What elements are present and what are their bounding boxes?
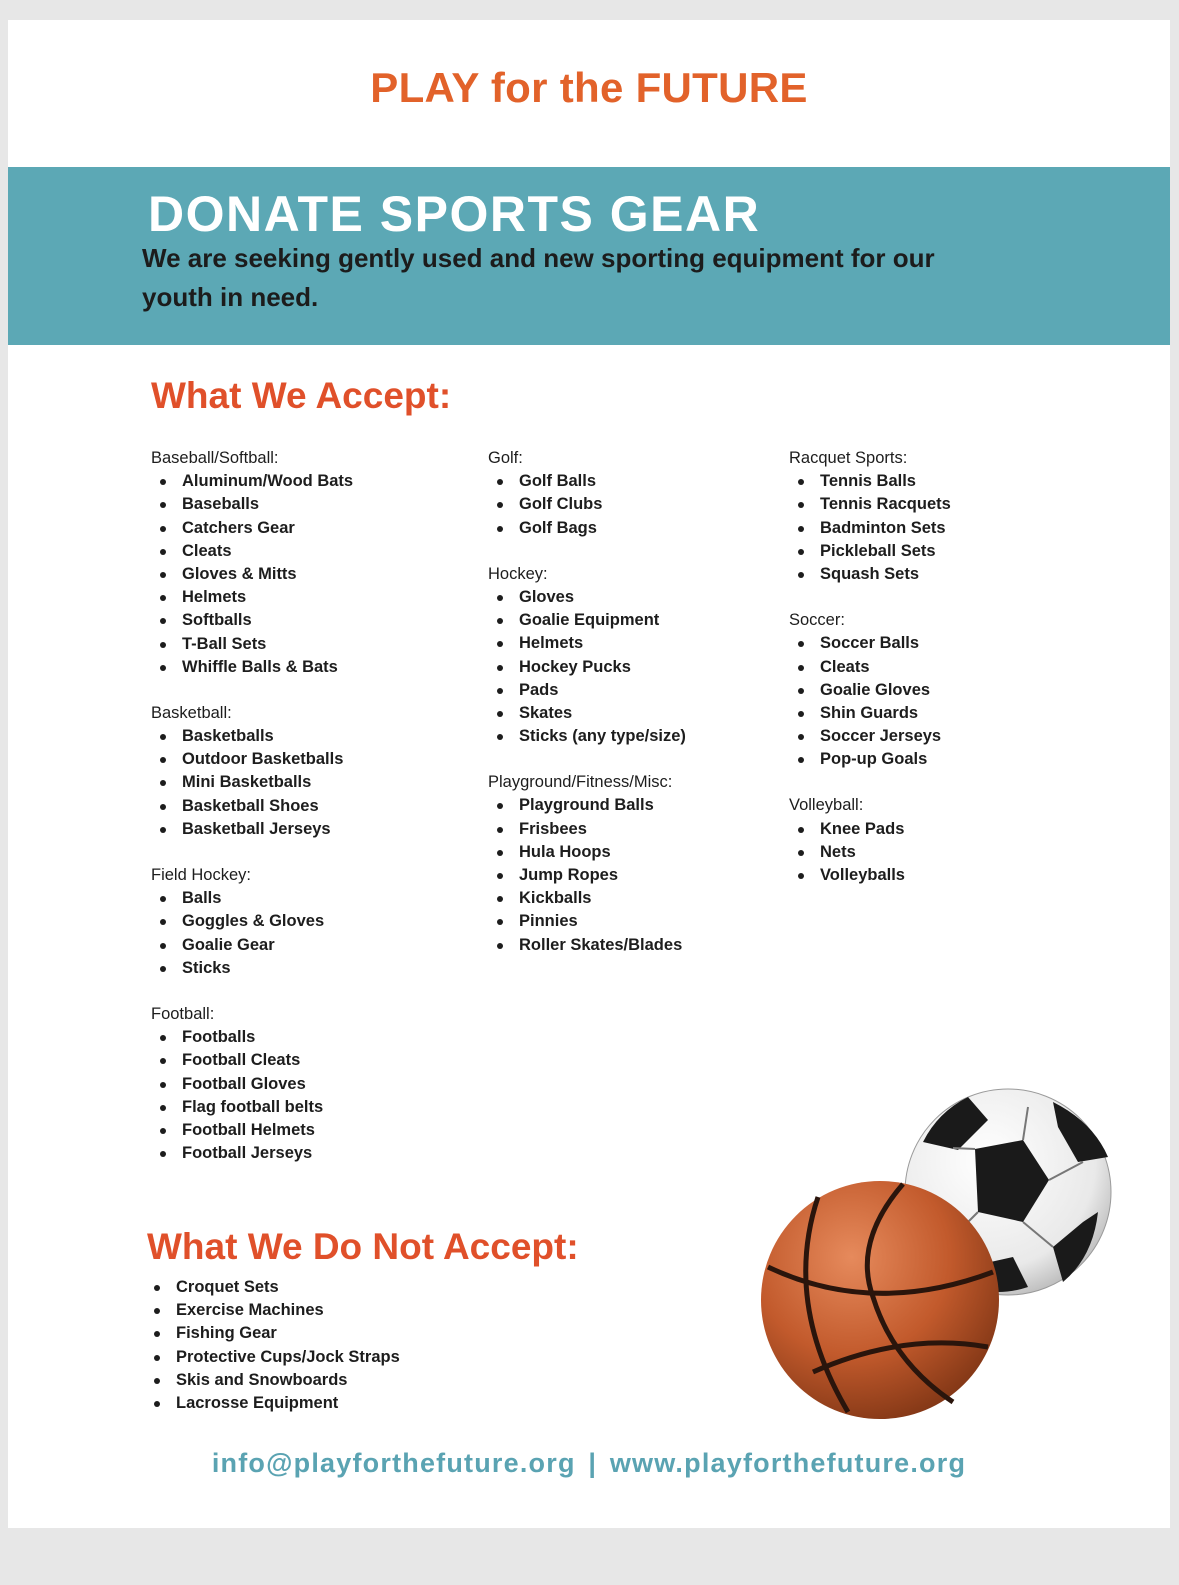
list-item — [488, 609, 686, 632]
category-basketball — [151, 702, 353, 841]
list-item — [151, 1322, 400, 1345]
list-item — [488, 517, 686, 540]
bullet-icon — [160, 734, 166, 740]
list-item — [151, 725, 353, 748]
list-item — [488, 794, 686, 817]
list-item-label: Softballs — [182, 611, 252, 630]
list-item — [151, 1392, 400, 1415]
bullet-icon — [798, 711, 804, 717]
list-item — [151, 1299, 400, 1322]
bullet-icon — [160, 502, 166, 508]
category-field-hockey — [151, 864, 353, 980]
category-hockey — [488, 563, 686, 749]
list-item — [151, 1119, 353, 1142]
bullet-icon — [798, 526, 804, 532]
category-item-list — [789, 818, 951, 888]
list-item-label: Lacrosse Equipment — [176, 1393, 339, 1412]
bullet-icon — [154, 1401, 160, 1407]
list-item — [488, 632, 686, 655]
list-item — [789, 540, 951, 563]
bullet-icon — [497, 803, 503, 809]
accept-heading: What We Accept: — [151, 375, 452, 416]
list-item — [488, 679, 686, 702]
bullet-icon — [160, 1128, 166, 1134]
bullet-icon — [497, 711, 503, 717]
bullet-icon — [154, 1285, 160, 1291]
contact-website[interactable]: www.playforthefuture.org — [609, 1448, 967, 1478]
list-item — [151, 957, 353, 980]
list-item-label: Sticks (any type/size) — [519, 727, 686, 746]
basketball-icon — [761, 1181, 999, 1419]
list-item-label: Basketball Jerseys — [182, 819, 331, 838]
list-item — [488, 470, 686, 493]
category-playground-fitness-misc — [488, 771, 686, 957]
category-football — [151, 1003, 353, 1165]
list-item — [488, 702, 686, 725]
list-item — [151, 1346, 400, 1369]
list-item — [151, 609, 353, 632]
bullet-icon — [798, 665, 804, 671]
category-heading: Racquet Sports: — [789, 449, 908, 467]
category-item-list — [151, 887, 353, 980]
category-heading: Hockey: — [488, 564, 548, 583]
list-item-label: Gloves & Mitts — [182, 564, 297, 583]
bullet-icon — [160, 804, 166, 810]
bullet-icon — [798, 502, 804, 508]
list-item — [151, 586, 353, 609]
bullet-icon — [497, 734, 503, 740]
bullet-icon — [160, 618, 166, 624]
list-item-label: Croquet Sets — [176, 1278, 279, 1296]
banner-subtitle: We are seeking gently used and new sporting equipment for our youth in need. — [142, 243, 935, 312]
sports-balls-image — [753, 1082, 1123, 1422]
bullet-icon — [160, 1082, 166, 1088]
list-item-label: Football Jerseys — [182, 1144, 313, 1163]
category-heading: Playground/Fitness/Misc: — [488, 773, 673, 792]
list-item — [151, 470, 353, 493]
list-item — [488, 656, 686, 679]
bullet-icon — [497, 896, 503, 902]
category-item-list — [789, 632, 951, 771]
category-item-list — [151, 470, 353, 679]
list-item-label: Goalie Gear — [182, 935, 275, 954]
list-item-label: Frisbees — [519, 819, 587, 838]
list-item-label: Mini Basketballs — [182, 773, 312, 792]
list-item-label: Footballs — [182, 1028, 256, 1047]
list-item-label: Helmets — [519, 634, 584, 653]
list-item-label: Protective Cups/Jock Straps — [176, 1347, 400, 1366]
list-item — [151, 818, 353, 841]
list-item-label: Kickballs — [519, 889, 592, 908]
list-item — [789, 470, 951, 493]
category-item-list — [488, 470, 686, 540]
list-item — [789, 818, 951, 841]
list-item — [789, 493, 951, 516]
list-item-label: Balls — [182, 889, 222, 908]
list-item — [488, 934, 686, 957]
list-item — [151, 795, 353, 818]
list-item — [789, 632, 951, 655]
category-item-list — [151, 1026, 353, 1165]
bullet-icon — [160, 572, 166, 578]
list-item — [488, 864, 686, 887]
bullet-icon — [798, 688, 804, 694]
list-item-label: Roller Skates/Blades — [519, 935, 683, 954]
bullet-icon — [798, 734, 804, 740]
list-item-label: Squash Sets — [820, 564, 920, 583]
not-accept-list — [151, 1276, 400, 1415]
bullet-icon — [798, 572, 804, 578]
bullet-icon — [160, 642, 166, 648]
list-item — [151, 493, 353, 516]
bullet-icon — [160, 1058, 166, 1064]
list-item-label: Outdoor Basketballs — [182, 750, 344, 769]
category-racquet-sports — [789, 447, 951, 586]
category-item-list — [488, 586, 686, 748]
list-item — [151, 1026, 353, 1049]
list-item-label: T-Ball Sets — [182, 634, 267, 653]
list-item-label: Knee Pads — [820, 819, 905, 838]
list-item-label: Goggles & Gloves — [182, 912, 325, 931]
list-item — [789, 702, 951, 725]
bullet-icon — [160, 757, 166, 763]
bullet-icon — [497, 665, 503, 671]
list-item — [151, 633, 353, 656]
bullet-icon — [160, 549, 166, 555]
bullet-icon — [497, 827, 503, 833]
bullet-icon — [160, 595, 166, 601]
list-item-label: Pickleball Sets — [820, 541, 936, 560]
list-item-label: Soccer Balls — [820, 634, 920, 653]
bullet-icon — [497, 502, 503, 508]
list-item-label: Aluminum/Wood Bats — [182, 472, 354, 491]
list-item-label: Pads — [519, 680, 559, 699]
bullet-icon — [497, 526, 503, 532]
bullet-icon — [160, 966, 166, 972]
bullet-icon — [160, 1035, 166, 1041]
bullet-icon — [497, 479, 503, 485]
bullet-icon — [160, 1105, 166, 1111]
list-item-label: Golf Balls — [519, 472, 597, 491]
bullet-icon — [497, 850, 503, 856]
list-item-label: Whiffle Balls & Bats — [182, 657, 338, 676]
list-item-label: Basketball Shoes — [182, 796, 319, 815]
bullet-icon — [798, 479, 804, 485]
list-item — [151, 656, 353, 679]
category-baseball-softball — [151, 447, 353, 679]
accept-column-3 — [789, 447, 951, 910]
list-item-label: Baseballs — [182, 495, 260, 514]
list-item-label: Football Cleats — [182, 1051, 301, 1070]
list-item-label: Football Gloves — [182, 1074, 306, 1093]
bullet-icon — [497, 688, 503, 694]
bullet-icon — [160, 780, 166, 786]
list-item — [789, 656, 951, 679]
category-heading: Basketball: — [151, 703, 232, 722]
list-item — [151, 910, 353, 933]
bullet-icon — [160, 526, 166, 532]
list-item-label: Playground Balls — [519, 796, 654, 815]
category-item-list — [488, 794, 686, 956]
list-item-label: Tennis Racquets — [820, 495, 951, 514]
list-item — [789, 725, 951, 748]
list-item-label: Tennis Balls — [820, 472, 916, 491]
bullet-icon — [798, 757, 804, 763]
list-item — [789, 748, 951, 771]
list-item-label: Volleyballs — [820, 866, 905, 884]
list-item — [151, 563, 353, 586]
contact-footer — [8, 1448, 1170, 1479]
flyer-page — [8, 20, 1170, 1528]
list-item — [151, 540, 353, 563]
list-item — [488, 818, 686, 841]
list-item-label: Shin Guards — [820, 703, 919, 722]
list-item — [151, 1073, 353, 1096]
bullet-icon — [160, 1151, 166, 1157]
list-item — [488, 493, 686, 516]
bullet-icon — [497, 943, 503, 949]
bullet-icon — [160, 479, 166, 485]
list-item-label: Badminton Sets — [820, 518, 946, 537]
list-item-label: Pinnies — [519, 912, 578, 931]
list-item-label: Pop-up Goals — [820, 750, 928, 769]
list-item-label: Cleats — [820, 657, 870, 676]
list-item-label: Basketballs — [182, 727, 274, 746]
accept-column-2 — [488, 447, 686, 980]
list-item-label: Hockey Pucks — [519, 657, 631, 676]
list-item — [789, 864, 951, 887]
bullet-icon — [154, 1331, 160, 1337]
list-item — [151, 887, 353, 910]
category-volleyball — [789, 794, 951, 887]
category-heading: Volleyball: — [789, 796, 864, 815]
bullet-icon — [154, 1308, 160, 1314]
list-item-label: Catchers Gear — [182, 518, 295, 537]
list-item — [789, 679, 951, 702]
list-item-label: Golf Clubs — [519, 495, 603, 514]
list-item-label: Flag football belts — [182, 1097, 324, 1116]
list-item — [151, 517, 353, 540]
bullet-icon — [798, 850, 804, 856]
list-item-label: Hula Hoops — [519, 842, 611, 861]
bullet-icon — [497, 641, 503, 647]
list-item-label: Football Helmets — [182, 1120, 315, 1139]
list-item-label: Goalie Gloves — [820, 680, 931, 699]
list-item-label: Golf Bags — [519, 518, 597, 537]
list-item-label: Gloves — [519, 587, 575, 606]
category-heading: Baseball/Softball: — [151, 449, 279, 467]
list-item — [789, 517, 951, 540]
category-heading: Golf: — [488, 449, 523, 467]
bullet-icon — [160, 827, 166, 833]
bullet-icon — [798, 641, 804, 647]
list-item — [488, 725, 686, 748]
list-item-label: Sticks — [182, 958, 231, 977]
bullet-icon — [160, 896, 166, 902]
list-item-label: Goalie Equipment — [519, 611, 660, 630]
bullet-icon — [154, 1355, 160, 1361]
list-item — [151, 934, 353, 957]
bullet-icon — [497, 873, 503, 879]
list-item — [488, 910, 686, 933]
list-item-label: Jump Ropes — [519, 866, 619, 884]
bullet-icon — [798, 549, 804, 555]
brand-title: PLAY for the FUTURE — [370, 64, 808, 111]
contact-email[interactable]: info@playforthefuture.org — [211, 1448, 576, 1478]
list-item — [488, 887, 686, 910]
list-item — [151, 1369, 400, 1392]
list-item — [789, 841, 951, 864]
category-soccer — [789, 609, 951, 771]
category-item-list — [151, 725, 353, 841]
bullet-icon — [798, 827, 804, 833]
list-item-label: Fishing Gear — [176, 1324, 277, 1343]
bullet-icon — [160, 665, 166, 671]
not-accept-heading: What We Do Not Accept: — [147, 1226, 579, 1267]
list-item — [151, 1049, 353, 1072]
list-item-label: Skates — [519, 703, 573, 722]
category-heading: Football: — [151, 1004, 215, 1023]
bullet-icon — [160, 919, 166, 925]
donate-banner — [8, 167, 1170, 345]
bullet-icon — [497, 919, 503, 925]
list-item — [151, 1276, 400, 1299]
list-item — [488, 586, 686, 609]
list-item — [151, 1096, 353, 1119]
list-item-label: Helmets — [182, 588, 247, 607]
bullet-icon — [497, 618, 503, 624]
list-item — [789, 563, 951, 586]
category-item-list — [789, 470, 951, 586]
bullet-icon — [160, 943, 166, 949]
list-item — [488, 841, 686, 864]
list-item — [151, 1142, 353, 1165]
bullet-icon — [154, 1378, 160, 1384]
accept-column-1 — [151, 447, 353, 1188]
category-golf — [488, 447, 686, 540]
category-heading: Soccer: — [789, 611, 845, 630]
list-item — [151, 748, 353, 771]
list-item-label: Cleats — [182, 541, 232, 560]
list-item-label: Nets — [820, 842, 856, 861]
category-heading: Field Hockey: — [151, 866, 251, 884]
bullet-icon — [798, 873, 804, 879]
list-item — [151, 771, 353, 794]
bullet-icon — [497, 595, 503, 601]
list-item-label: Soccer Jerseys — [820, 727, 942, 746]
banner-title: DONATE SPORTS GEAR — [148, 186, 761, 242]
list-item-label: Exercise Machines — [176, 1301, 324, 1320]
footer-separator: | — [588, 1448, 598, 1478]
list-item-label: Skis and Snowboards — [176, 1370, 348, 1389]
